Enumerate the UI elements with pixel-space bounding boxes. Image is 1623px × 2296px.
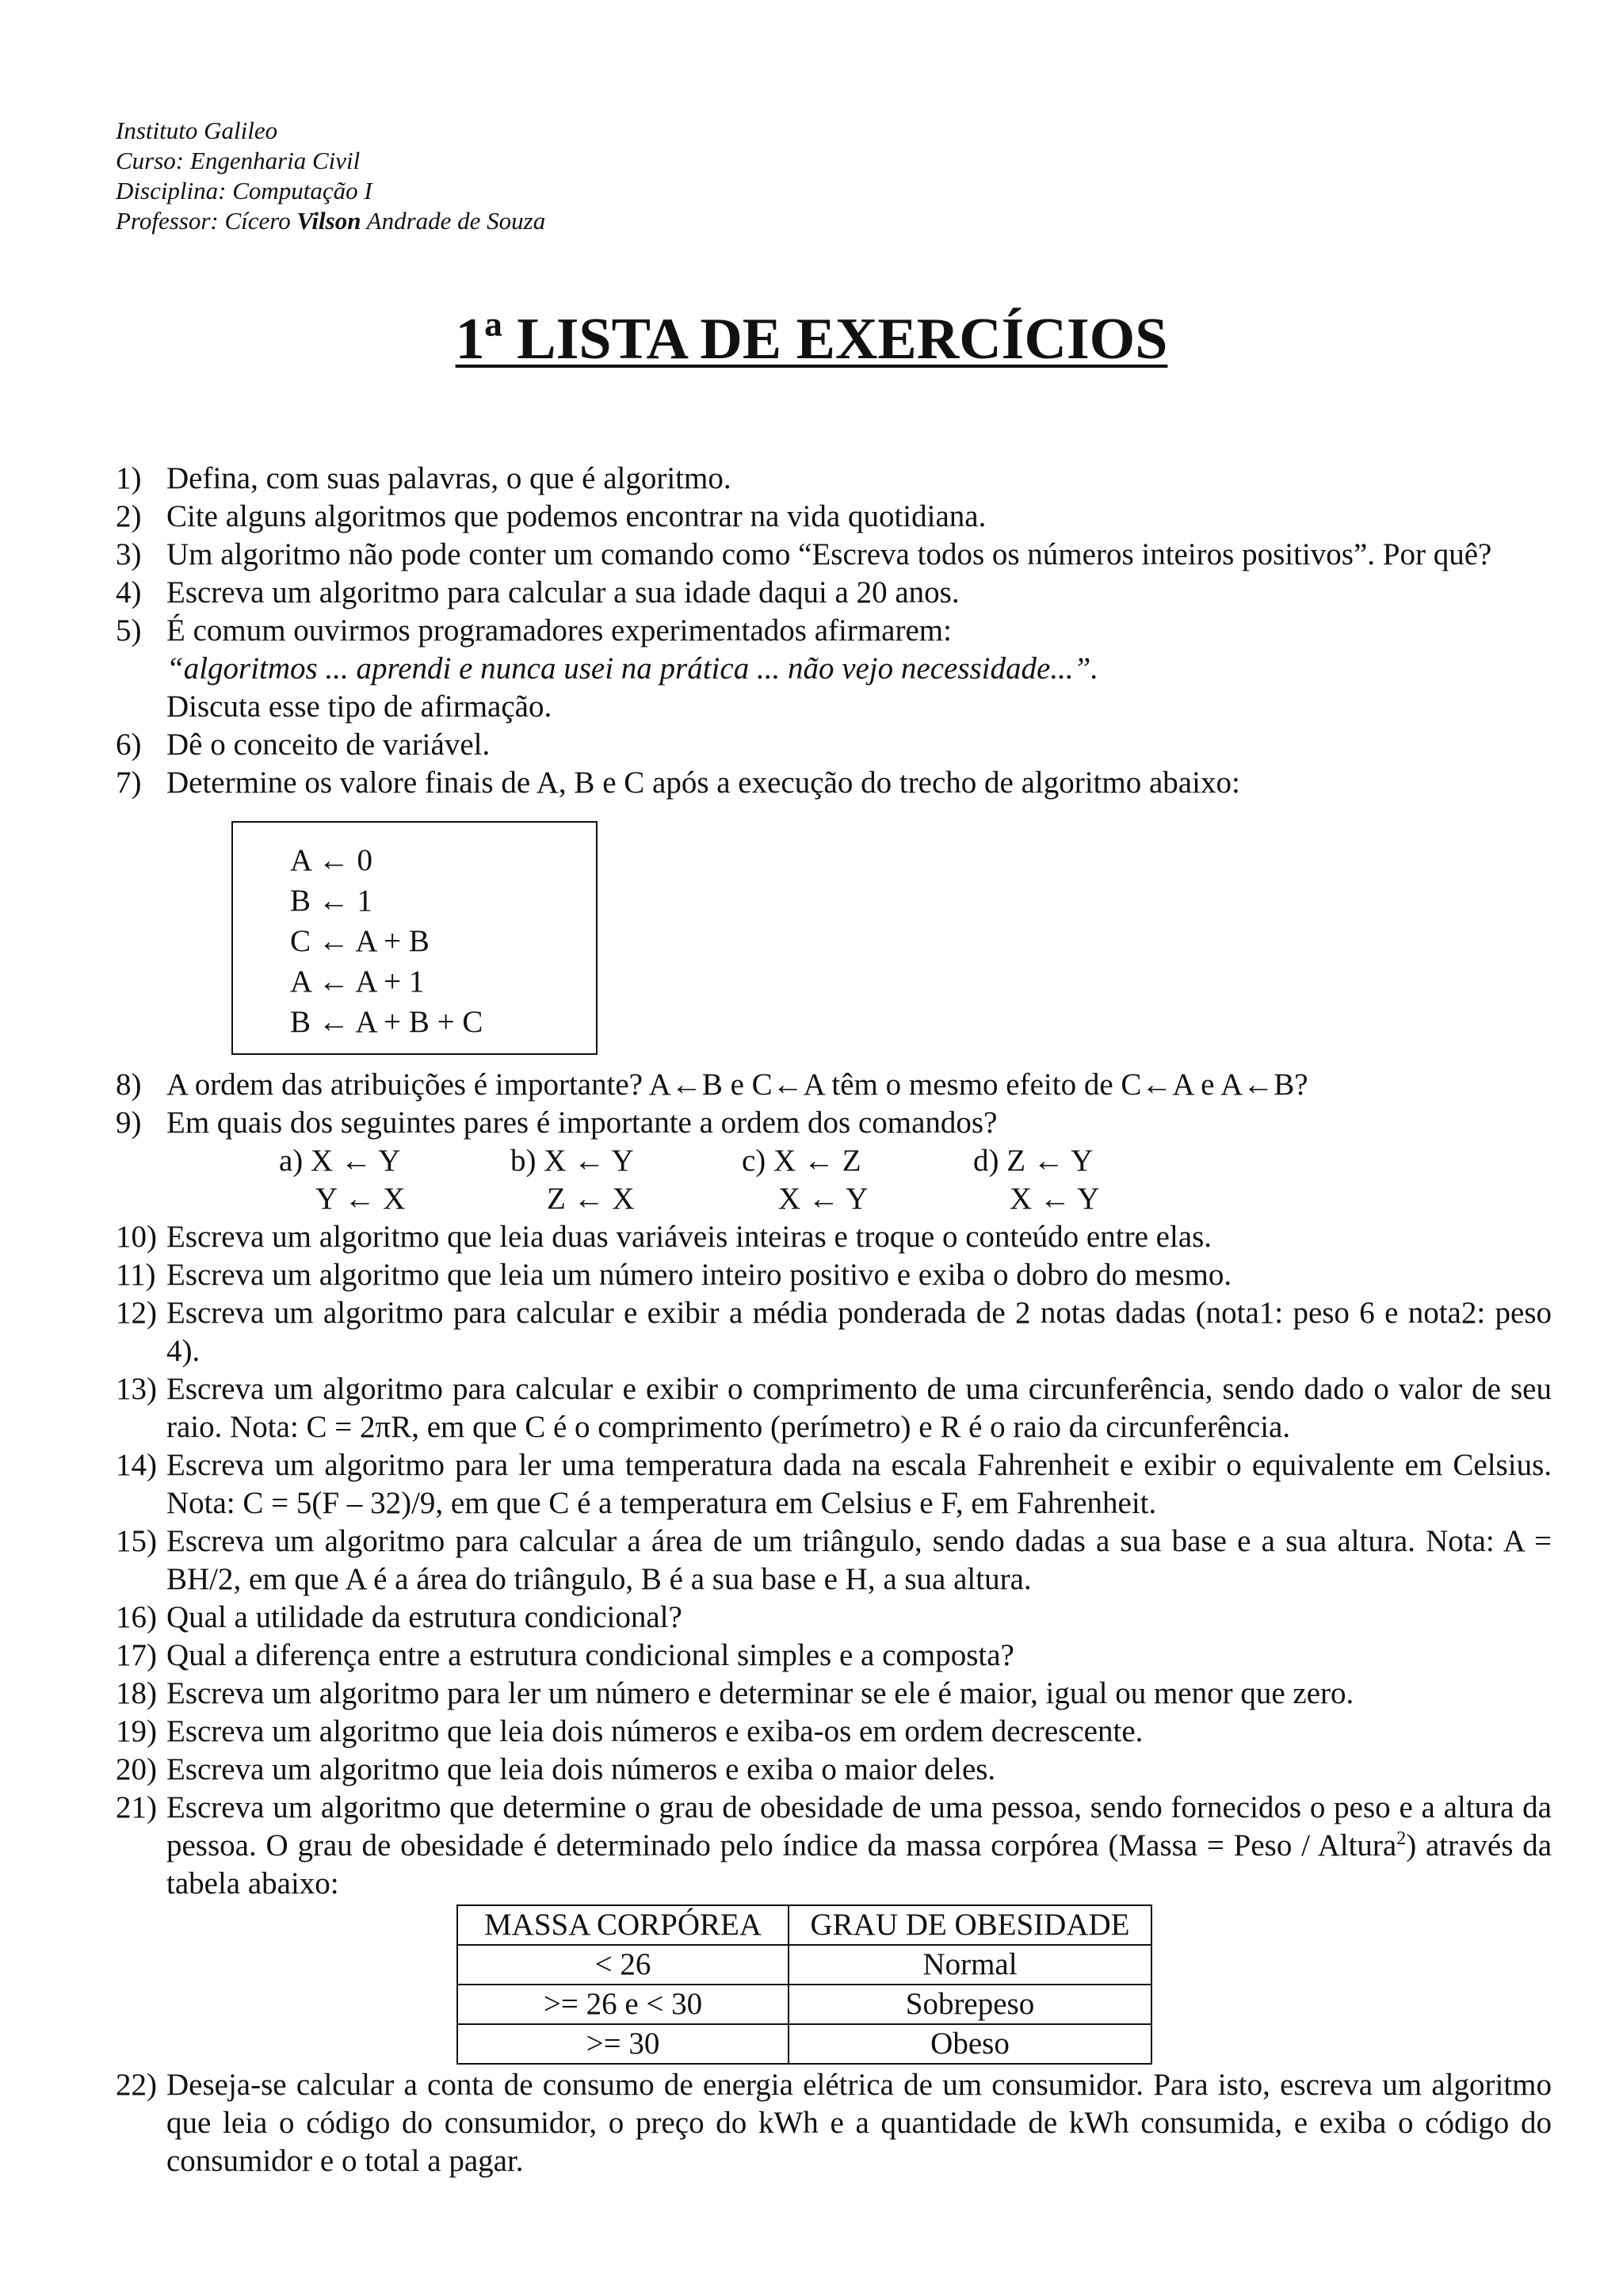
algorithm-code-box [231,821,598,1055]
code-line: A ← 0 [290,843,373,877]
table-cell: < 26 [457,1945,789,1985]
command-pairs [279,1142,1552,1218]
table-header: MASSA CORPÓREA [457,1905,789,1945]
institution-line: Instituto Galileo [116,117,278,144]
professor-prefix: Professor: Cícero [116,207,297,235]
table-header-row [457,1905,1151,1945]
exercise-item: 11) Escreva um algoritmo que leia um número inteiro positivo e exiba o dobro do mesmo. [116,1258,1232,1292]
exercise-item: 18) Escreva um algoritmo para ler um número e determinar se ele é maior, igual ou menor que zero. [116,1676,1354,1710]
pair-d: d) Z ← Y X ← Y [973,1144,1100,1216]
exercise-item: 2) Cite alguns algoritmos que podemos encontrar na vida quotidiana. [116,499,987,533]
table-cell: Obeso [789,2024,1151,2064]
table-header: GRAU DE OBESIDADE [789,1905,1151,1945]
table-row [457,1985,1151,2024]
table-row [457,1945,1151,1985]
page-title: 1ª LISTA DE EXERCÍCIOS [455,307,1168,372]
exercise-item: 6) Dê o conceito de variável. [116,728,491,762]
document-header [116,116,545,236]
table-cell: Sobrepeso [789,1985,1151,2024]
quote: “algoritmos ... aprendi e nunca usei na prática ... não vejo necessidade...”. [166,651,1099,686]
professor-bold-name: Vilson [296,207,361,235]
exercise-item: 10) Escreva um algoritmo que leia duas variáveis inteiras e troque o conteúdo entre elas. [116,1220,1212,1254]
course-line: Curso: Engenharia Civil [116,147,361,174]
pair-a: a) X ← Y Y ← X [279,1144,406,1216]
table-cell: >= 26 e < 30 [457,1985,789,2024]
exercise-item: 15) Escreva um algoritmo para calcular a área de um triângulo, sendo dadas a sua base e a sua altura. Nota: A = BH/2, em que A é a área do triângulo, B é a sua base e H, a sua altura. [116,1524,1552,1596]
code-line: A ← A + 1 [290,965,425,999]
professor-line [116,206,545,236]
table-cell: >= 30 [457,2024,789,2064]
exercise-item: 13) Escreva um algoritmo para calcular e exibir o comprimento de uma circunferência, sendo dado o valor de seu raio. Nota: C = 2πR, em que C é o comprimento (perímetro) e R é o raio da circunferência. [116,1372,1552,1444]
exercise-item: 1) Defina, com suas palavras, o que é algoritmo. [116,461,731,495]
exercise-item: 22) Deseja-se calcular a conta de consumo de energia elétrica de um consumidor. Para isto, escreva um algoritmo que leia o código do consumidor, o preço do kWh e a quantidade de kWh consumida, e exiba o código do consumidor e o total a pagar. [116,2068,1552,2178]
exercise-item: 12) Escreva um algoritmo para calcular e exibir a média ponderada de 2 notas dadas (nota1: peso 6 e nota2: peso 4). [116,1296,1552,1368]
exercise-item: 20) Escreva um algoritmo que leia dois números e exiba o maior deles. [116,1752,996,1786]
discipline-line: Disciplina: Computação I [116,177,372,204]
pair-c: c) X ← Z X ← Y [742,1144,869,1216]
exercise-item: 19) Escreva um algoritmo que leia dois números e exiba-os em ordem decrescente. [116,1714,1144,1748]
exercise-item: 4) Escreva um algoritmo para calcular a sua idade daqui a 20 anos. [116,575,960,609]
exercise-item: 5) É comum ouvirmos programadores experimentados afirmarem: “algoritmos ... aprendi e nunca usei na prática ... não vejo necessidade...”. Discuta esse tipo de afirmação. [116,612,1552,726]
code-line: B ← 1 [290,884,373,918]
table-cell: Normal [789,1945,1151,1985]
pair-b: b) X ← Y Z ← X [510,1144,635,1216]
exercise-item: 9) Em quais dos seguintes pares é importante a ordem dos comandos? [116,1106,998,1140]
professor-suffix: Andrade de Souza [361,207,546,235]
exercise-item: 14) Escreva um algoritmo para ler uma temperatura dada na escala Fahrenheit e exibir o equivalente em Celsius. Nota: C = 5(F – 32)/9, em que C é a temperatura em Celsius e F, em Fahrenheit. [116,1448,1552,1520]
exercise-list [116,460,1552,2180]
exercise-item: 17) Qual a diferença entre a estrutura condicional simples e a composta? [116,1638,1014,1672]
exercise-item: 8) A ordem das atribuições é importante? A←B e C←A têm o mesmo efeito de C←A e A←B? [116,1068,1308,1102]
exercise-item: 7) Determine os valore finais de A, B e C após a execução do trecho de algoritmo abaixo: [116,766,1240,800]
exercise-item: 3) Um algoritmo não pode conter um comando como “Escreva todos os números inteiros positivos”. Por quê? [116,537,1492,571]
code-line: B ← A + B + C [290,1005,483,1039]
code-line: C ← A + B [290,924,430,958]
table-row [457,2024,1151,2064]
exercise-item: 16) Qual a utilidade da estrutura condicional? [116,1600,682,1634]
exercise-item: 21) Escreva um algoritmo que determine o grau de obesidade de uma pessoa, sendo fornecidos o peso e a altura da pessoa. O grau de obesidade é determinado pelo índice da massa corpórea (Massa = Peso / Altura$^2$) através da tabela abaixo: [116,1790,1552,1901]
obesity-table [456,1904,1152,2065]
